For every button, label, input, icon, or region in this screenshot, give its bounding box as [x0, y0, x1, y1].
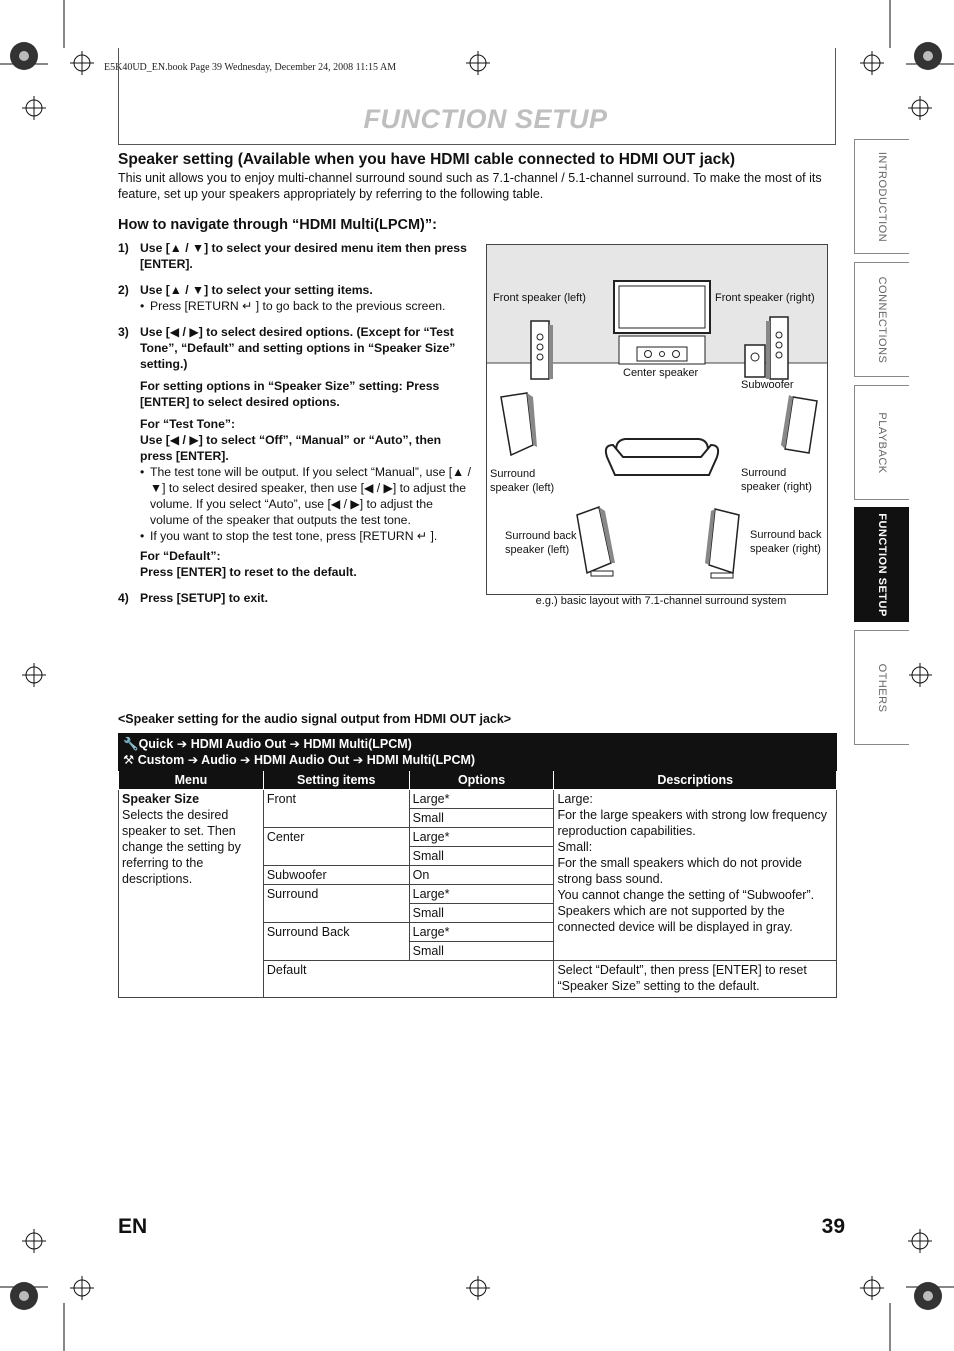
header-options: Options: [409, 771, 554, 790]
surround-back-right-label: Surround back speaker (right): [750, 529, 822, 555]
center-label: Center speaker: [623, 367, 699, 379]
step-sub-heading: For “Default”:: [140, 549, 221, 563]
center-speaker-icon: [637, 347, 687, 361]
page-title: FUNCTION SETUP: [363, 104, 608, 134]
step-bullet: • The test tone will be output. If you select “Manual”, use [▲ / ▼] to select desired speaker, then use [◀ / ▶] to adjust the volume. If you select “Auto”, use [◀ / ▶] to adjust the volume of the speaker that outputs the test tone.: [118, 464, 473, 528]
desc-line: For the large speakers with strong low frequency reproduction capabilities.: [557, 808, 828, 838]
section-heading: Speaker setting (Available when you have HDMI cable connected to HDMI OUT jack): [118, 151, 735, 168]
surround-back-left-speaker-icon: [577, 507, 615, 576]
tools-icon: ⚒: [123, 753, 138, 767]
step-2: [118, 282, 473, 298]
steps-list: [118, 240, 473, 606]
surround-back-right-speaker-icon: [705, 509, 739, 578]
step-sub-heading: For “Test Tone”:: [140, 417, 236, 431]
desc-line: For the small speakers which do not provide strong bass sound.: [557, 856, 802, 886]
table-row: [119, 790, 837, 809]
menu-description: Selects the desired speaker to set. Then change the setting by referring to the descriptions.: [122, 808, 241, 886]
speaker-setting-table: [118, 733, 837, 998]
page-number: 39: [821, 1215, 845, 1238]
option: Small: [409, 942, 554, 961]
subwoofer-label: Subwoofer: [741, 379, 794, 391]
step-3: [118, 324, 473, 372]
setting-item-default: Default: [263, 961, 554, 998]
tab-connections[interactable]: [854, 262, 909, 377]
front-left-speaker-icon: [531, 321, 553, 379]
tab-function-setup[interactable]: [854, 507, 909, 622]
setting-item: Front: [263, 790, 409, 828]
menu-cell: [119, 790, 264, 998]
nav-heading: How to navigate through “HDMI Multi(LPCM)”:: [118, 217, 437, 233]
surround-left-speaker-icon: [501, 393, 537, 455]
diagram-caption: e.g.) basic layout with 7.1-channel surround system: [535, 595, 787, 607]
setting-item: Surround: [263, 885, 409, 923]
nav-path-row: [119, 734, 837, 771]
step-1: [118, 240, 473, 272]
option: Small: [409, 847, 554, 866]
description-cell: [554, 790, 837, 961]
step-sub: For setting options in “Speaker Size” setting: Press [ENTER] to select desired options.: [140, 379, 440, 409]
subwoofer-icon: [745, 345, 765, 377]
front-right-label: Front speaker (right): [715, 292, 815, 304]
step-4: [118, 590, 473, 606]
setting-item: Center: [263, 828, 409, 866]
surround-right-speaker-icon: [781, 395, 817, 453]
front-right-speaker-icon: [766, 317, 788, 379]
step-number: 1): [118, 241, 129, 255]
nav-quick: [123, 736, 832, 752]
option: Large*: [409, 923, 554, 942]
tab-label: PLAYBACK: [876, 411, 888, 474]
step-bullet: • Press [RETURN ↵ ] to go back to the previous screen.: [118, 298, 473, 314]
tab-others[interactable]: [854, 630, 909, 745]
header-descriptions: Descriptions: [554, 771, 837, 790]
nav-quick-text: Quick ➔ HDMI Audio Out ➔ HDMI Multi(LPCM): [138, 737, 412, 751]
tab-playback[interactable]: [854, 385, 909, 500]
option: Large*: [409, 790, 554, 809]
header-menu: Menu: [119, 771, 264, 790]
default-description: Select “Default”, then press [ENTER] to reset “Speaker Size” setting to the default.: [554, 961, 837, 998]
step-sub: Press [ENTER] to reset to the default.: [140, 565, 357, 579]
menu-title: Speaker Size: [122, 792, 200, 806]
desc-line: Small:: [557, 840, 593, 854]
surround-right-label: Surround speaker (right): [741, 467, 812, 493]
setting-item: Surround Back: [263, 923, 409, 961]
nav-custom-text: Custom ➔ Audio ➔ HDMI Audio Out ➔ HDMI Multi(LPCM): [137, 753, 476, 767]
desc-line: Large:: [557, 792, 593, 806]
print-header: E5K40UD_EN.book Page 39 Wednesday, December 24, 2008 11:15 AM: [104, 62, 397, 73]
front-left-label: Front speaker (left): [493, 292, 586, 304]
desc-line: You cannot change the setting of “Subwoofer”.: [557, 888, 815, 902]
section-intro: This unit allows you to enjoy multi-channel surround sound such as 7.1-channel / 5.1-channel surround. To make the most of its feature, set up your speakers appropriately by referring to the following table.: [118, 171, 822, 201]
tab-label: OTHERS: [876, 663, 888, 712]
wrench-icon: 🔧: [123, 737, 139, 751]
option: Small: [409, 809, 554, 828]
tab-label: INTRODUCTION: [876, 151, 888, 242]
step-text: Use [▲ / ▼] to select your desired menu item then press [ENTER].: [140, 241, 467, 271]
nav-custom: [123, 752, 832, 768]
step-bullet: • If you want to stop the test tone, press [RETURN ↵ ].: [118, 528, 473, 544]
option: Small: [409, 904, 554, 923]
step-number: 2): [118, 283, 129, 297]
language-label: EN: [118, 1215, 148, 1238]
option: On: [409, 866, 554, 885]
sofa-icon: [606, 439, 718, 475]
option: Large*: [409, 828, 554, 847]
step-text: Use [▲ / ▼] to select your setting items.: [140, 283, 373, 297]
tab-introduction[interactable]: [854, 139, 909, 254]
surround-back-left-label: Surround back speaker (left): [505, 530, 577, 556]
setting-item: Subwoofer: [263, 866, 409, 885]
step-text: Use [◀ / ▶] to select desired options. (Except for “Test Tone”, “Default” and setting options in “Speaker Size” setting.): [140, 325, 456, 371]
tab-label: CONNECTIONS: [876, 276, 888, 363]
header-setting-items: Setting items: [263, 771, 409, 790]
option: Large*: [409, 885, 554, 904]
surround-left-label: Surround speaker (left): [490, 468, 555, 494]
table-caption: <Speaker setting for the audio signal output from HDMI OUT jack>: [118, 712, 512, 726]
desc-line: Speakers which are not supported by the connected device will be displayed in gray.: [557, 904, 793, 934]
step-text: Press [SETUP] to exit.: [140, 591, 269, 605]
header-row: [119, 771, 837, 790]
step-number: 3): [118, 325, 129, 339]
tab-label: FUNCTION SETUP: [876, 512, 888, 617]
speaker-layout-diagram: [486, 244, 828, 595]
step-number: 4): [118, 591, 129, 605]
step-sub: Use [◀ / ▶] to select “Off”, “Manual” or “Auto”, then press [ENTER].: [140, 433, 442, 463]
